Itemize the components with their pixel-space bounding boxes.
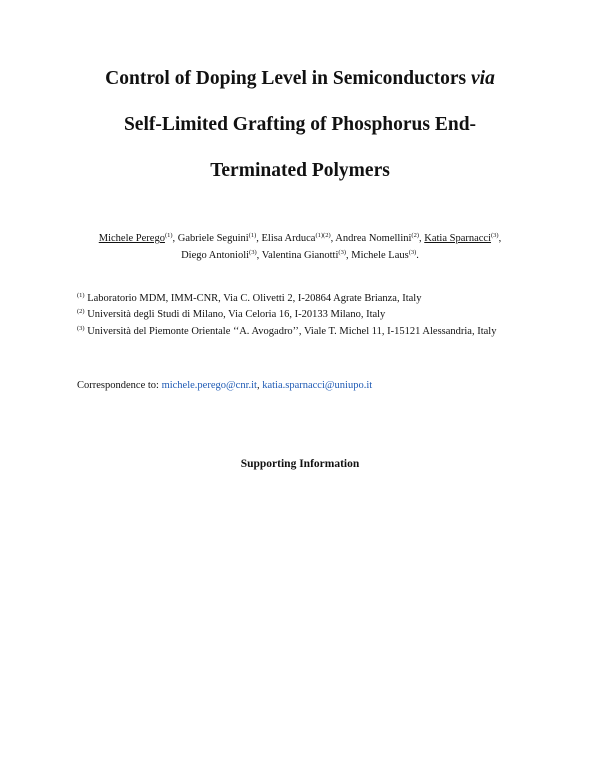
author-name: Gabriele Seguini (177, 233, 249, 244)
author-name: Elisa Arduca (261, 233, 316, 244)
author-affiliation-mark: (3) (408, 249, 417, 256)
author-name: Katia Sparnacci (424, 233, 492, 244)
author-separator: , (256, 233, 262, 244)
correspondence (77, 380, 372, 391)
affiliation-text: Laboratorio MDM, IMM-CNR, Via C. Olivetti 2, I-20864 Agrate Brianza, Italy (87, 293, 422, 304)
author-name: Diego Antonioli (181, 250, 250, 261)
title-line-1-italic: via (471, 68, 495, 89)
author-affiliation-mark: (1) (164, 232, 173, 239)
title-line-1 (40, 69, 560, 89)
author-list (60, 230, 540, 264)
author-name: Michele Perego (98, 233, 165, 244)
affiliation-2 (77, 307, 522, 322)
affiliation-mark: (2) (77, 308, 85, 315)
author-affiliation-mark: (2) (411, 232, 419, 239)
title-line-1-main: Control of Doping Level in Semiconductors (105, 68, 467, 89)
affiliation-mark: (1) (77, 292, 85, 299)
author-affiliation-mark: (3) (249, 249, 257, 256)
email-separator: , (256, 380, 260, 391)
affiliation-1 (77, 291, 522, 306)
author-name: Michele Laus (351, 250, 409, 261)
author-name: Andrea Nomellini (335, 233, 412, 244)
author-separator: , (498, 233, 502, 244)
author-affiliation-mark: (3) (338, 249, 346, 256)
title-line-2: Self-Limited Grafting of Phosphorus End- (123, 114, 477, 135)
author-separator: . (416, 250, 419, 261)
affiliation-3 (77, 324, 522, 339)
correspondence-label: Correspondence to: (77, 380, 159, 391)
affiliation-text: Università del Piemonte Orientale ‘‘A. Avogadro’’, Viale T. Michel 11, I-15121 Alessandria, Italy (87, 326, 497, 337)
author-separator: , (346, 250, 352, 261)
author-separator: , (172, 233, 178, 244)
author-affiliation-mark: (3) (491, 232, 499, 239)
author-separator: , (419, 233, 425, 244)
supporting-information-heading: Supporting Information (240, 458, 360, 470)
author-affiliation-mark: (1) (248, 232, 257, 239)
title-line-3: Terminated Polymers (210, 160, 390, 181)
email-link-sparnacci[interactable]: katia.sparnacci@uniupo.it (262, 380, 373, 391)
author-name: Valentina Gianotti (261, 250, 339, 261)
affiliation-mark: (3) (77, 325, 85, 332)
author-separator: , (330, 233, 336, 244)
affiliation-text: Università degli Studi di Milano, Via Celoria 16, I-20133 Milano, Italy (87, 309, 386, 320)
author-affiliation-mark: (1)(2) (315, 232, 331, 239)
email-link-perego[interactable]: michele.perego@cnr.it (161, 380, 257, 391)
author-separator: , (256, 250, 262, 261)
